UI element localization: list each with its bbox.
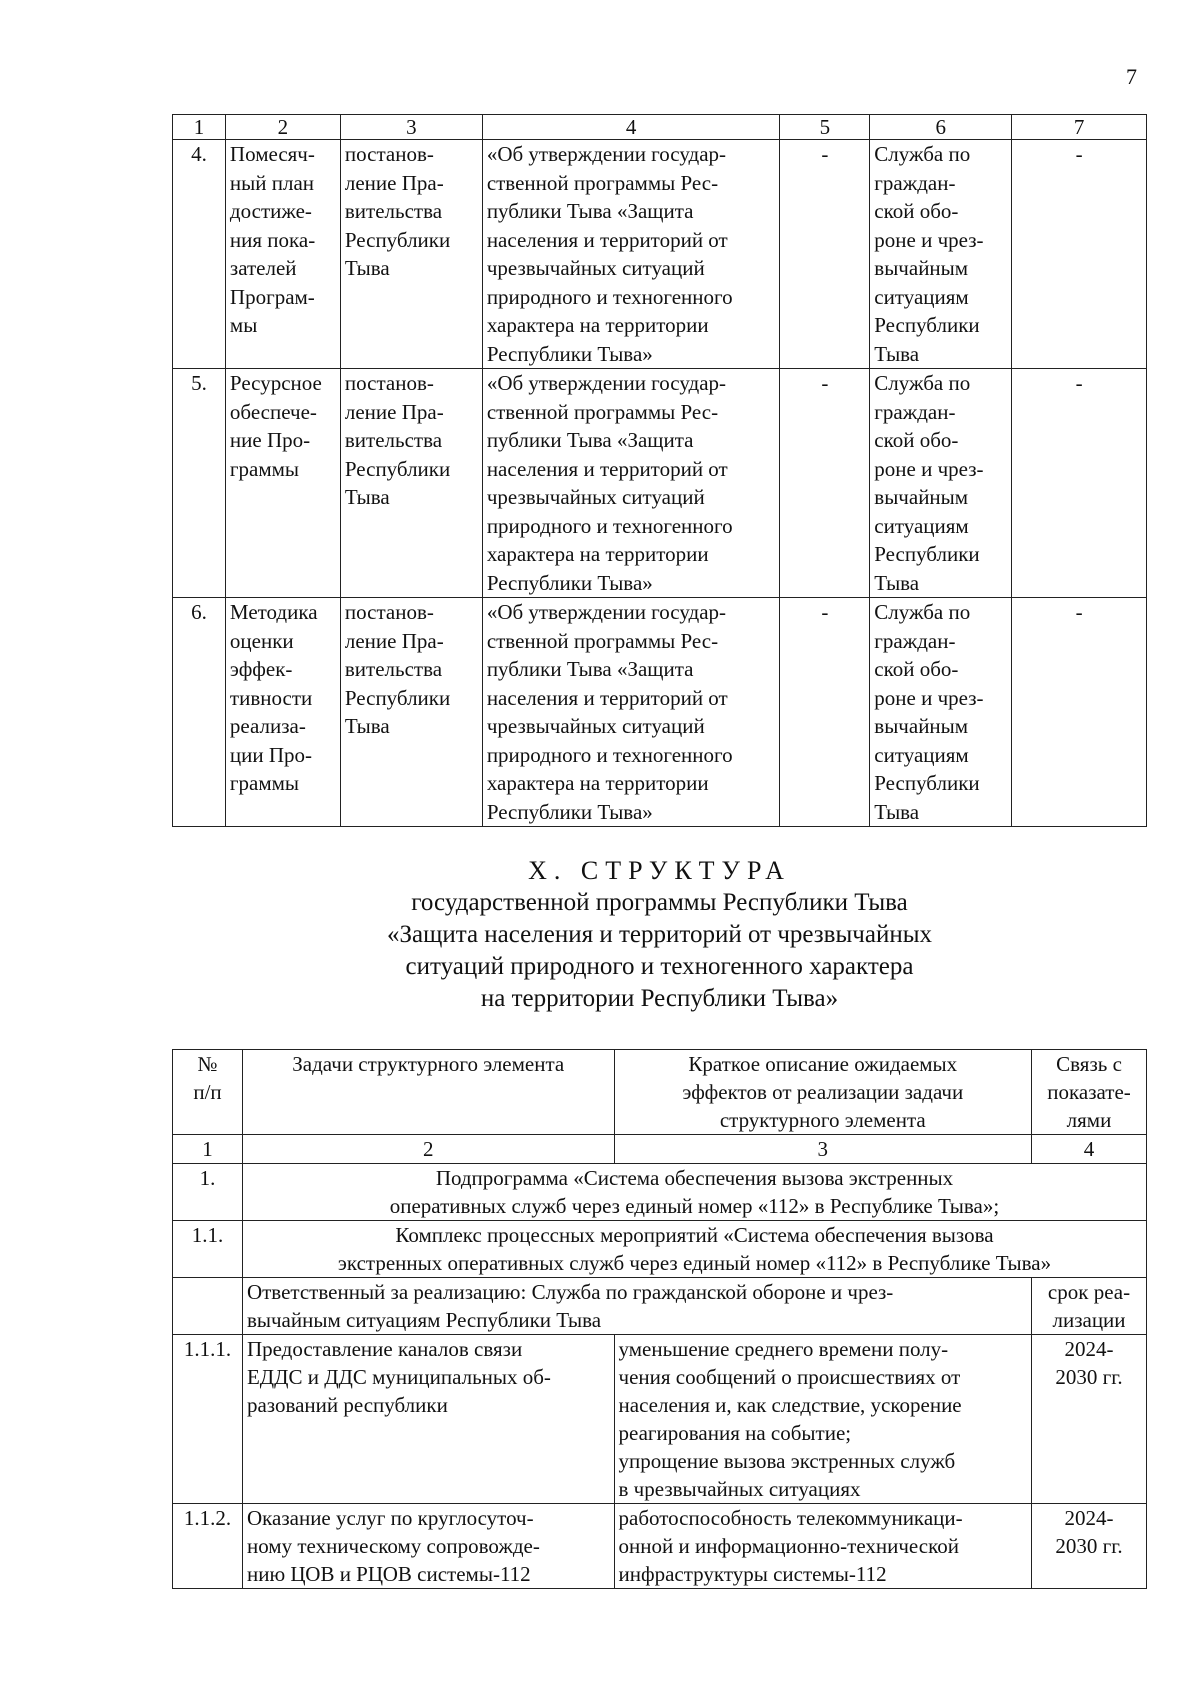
column-header: 7 (1012, 115, 1147, 140)
subprogram-row (173, 1164, 1147, 1221)
column-number: 2 (242, 1135, 614, 1164)
row-number: 5. (173, 369, 226, 598)
column-header: 5 (780, 115, 870, 140)
complex-row (173, 1221, 1147, 1278)
term-text: 2024- 2030 гг. (1032, 1504, 1147, 1589)
responsible-row (173, 1278, 1147, 1335)
row-number: 1.1.1. (173, 1335, 243, 1504)
documents-table (172, 114, 1147, 827)
row-number: 4. (173, 140, 226, 369)
responsible-text: Ответственный за реализацию: Служба по гражданской обороне и чрез- вычайным ситуациям Республики Тыва (242, 1278, 1031, 1335)
section-subtitle: государственной программы Республики Тыва «Защита населения и территорий от чрезвычайных ситуаций природного и техногенного характера на территории Республики Тыва» (386, 889, 933, 1012)
column-number: 4 (1032, 1135, 1147, 1164)
table-row (173, 598, 1147, 827)
cell-col7: - (1012, 598, 1147, 827)
row-number: 1.1.2. (173, 1504, 243, 1589)
document-title: «Об утверждении государ- ственной программы Рес- публики Тыва «Защита населения и территорий от чрезвычайных ситуаций природного и техногенного характера на территории Республики Тыва» (482, 598, 780, 827)
column-header: 3 (340, 115, 482, 140)
table-row (173, 369, 1147, 598)
cell-col7: - (1012, 140, 1147, 369)
task-text: Предоставление каналов связи ЕДДС и ДДС муниципальных об- разований республики (242, 1335, 614, 1504)
task-text: Оказание услуг по круглосуточ- ному техническому сопровожде- нию ЦОВ и РЦОВ системы-112 (242, 1504, 614, 1589)
section-title: X. СТРУКТУРА (528, 856, 791, 885)
term-label: срок реа- лизации (1032, 1278, 1147, 1335)
cell-col5: - (780, 598, 870, 827)
table-row (173, 1335, 1147, 1504)
document-type: постанов- ление Пра- вительства Республики Тыва (340, 369, 482, 598)
responsible-body: Служба по граждан- ской обо- роне и чрез- вычайным ситуациям Республики Тыва (870, 369, 1012, 598)
column-header: 2 (225, 115, 340, 140)
table-row (173, 140, 1147, 369)
term-text: 2024- 2030 гг. (1032, 1335, 1147, 1504)
responsible-body: Служба по граждан- ской обо- роне и чрез- вычайным ситуациям Республики Тыва (870, 140, 1012, 369)
column-header: Задачи структурного элемента (242, 1050, 614, 1135)
document-title: «Об утверждении государ- ственной программы Рес- публики Тыва «Защита населения и территорий от чрезвычайных ситуаций природного и техногенного характера на территории Республики Тыва» (482, 369, 780, 598)
column-header: Краткое описание ожидаемых эффектов от реализации задачи структурного элемента (614, 1050, 1032, 1135)
column-header: 4 (482, 115, 780, 140)
document-name: Ресурсное обеспече- ние Про- граммы (225, 369, 340, 598)
row-number: 1. (173, 1164, 243, 1221)
table-row (173, 1504, 1147, 1589)
effect-text: уменьшение среднего времени полу- чения сообщений о происшествиях от населения и, как следствие, ускорение реагирования на событие; упрощение вызова экстренных служб в чрезвычайных ситуациях (614, 1335, 1032, 1504)
column-header: № п/п (173, 1050, 243, 1135)
cell-col5: - (780, 140, 870, 369)
column-number-row (173, 1135, 1147, 1164)
effect-text: работоспособность телекоммуникаци- онной и информационно-технической инфраструктуры системы-112 (614, 1504, 1032, 1589)
column-header: Связь с показате- лями (1032, 1050, 1147, 1135)
subprogram-title: Подпрограмма «Система обеспечения вызова экстренных оперативных служб через единый номер «112» в Республике Тыва»; (242, 1164, 1146, 1221)
document-name: Помесяч- ный план достиже- ния пока- зателей Програм- мы (225, 140, 340, 369)
column-header: 1 (173, 115, 226, 140)
column-number: 1 (173, 1135, 243, 1164)
structure-table (172, 1049, 1147, 1589)
cell-col5: - (780, 369, 870, 598)
table-header-row (173, 1050, 1147, 1135)
page-number: 7 (1126, 64, 1137, 89)
document-title: «Об утверждении государ- ственной программы Рес- публики Тыва «Защита населения и территорий от чрезвычайных ситуаций природного и техногенного характера на территории Республики Тыва» (482, 140, 780, 369)
document-type: постанов- ление Пра- вительства Республики Тыва (340, 140, 482, 369)
document-name: Методика оценки эффек- тивности реализа- ции Про- граммы (225, 598, 340, 827)
column-header: 6 (870, 115, 1012, 140)
cell-col7: - (1012, 369, 1147, 598)
section-heading (172, 855, 1147, 1015)
complex-title: Комплекс процессных мероприятий «Система обеспечения вызова экстренных оперативных служб через единый номер «112» в Республике Тыва» (242, 1221, 1146, 1278)
responsible-body: Служба по граждан- ской обо- роне и чрез- вычайным ситуациям Республики Тыва (870, 598, 1012, 827)
table-header-row (173, 115, 1147, 140)
row-number: 6. (173, 598, 226, 827)
row-number: 1.1. (173, 1221, 243, 1278)
empty-cell (173, 1278, 243, 1335)
column-number: 3 (614, 1135, 1032, 1164)
document-type: постанов- ление Пра- вительства Республики Тыва (340, 598, 482, 827)
